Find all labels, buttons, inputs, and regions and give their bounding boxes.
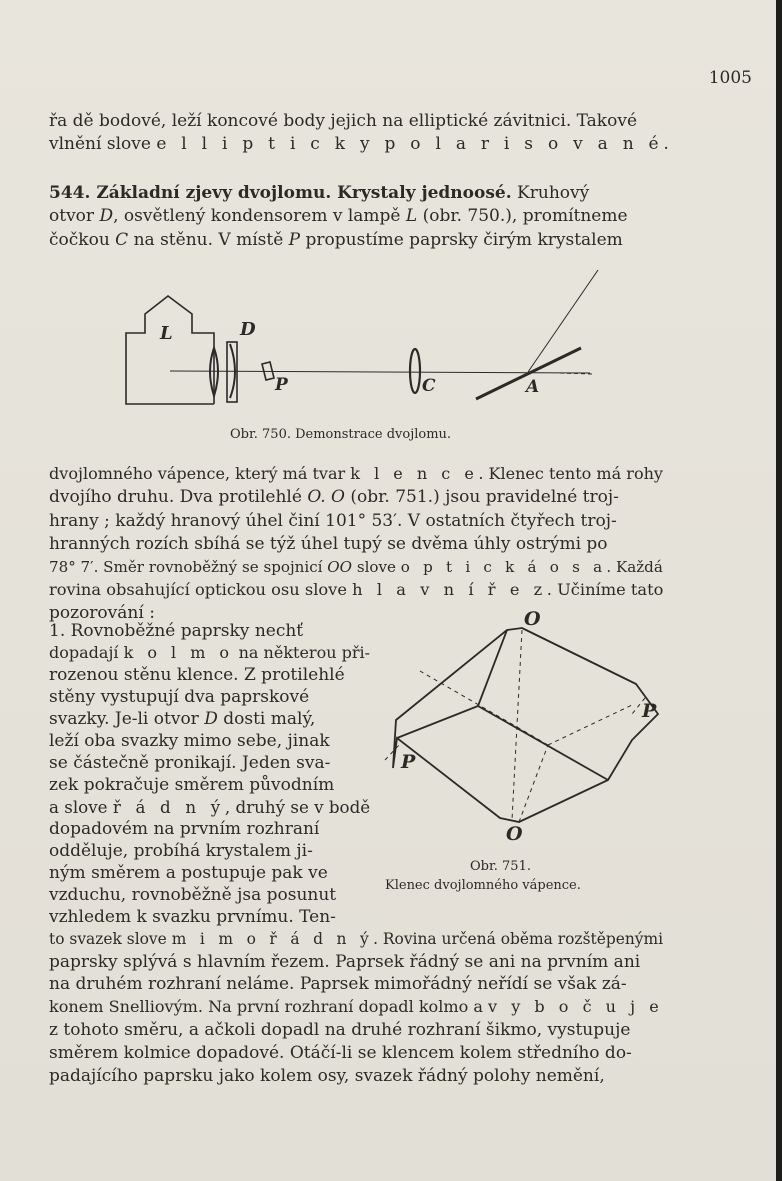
text-run: . [663, 134, 669, 154]
spaced-emphasis: m i m o ř á d n ý [171, 930, 374, 948]
text-run: svazky. Je-li otvor [49, 709, 205, 729]
text-run: rovina obsahující optickou osu slove [49, 580, 353, 599]
text-run: hranných rozích sbíhá se týž úhel tupý se dvěma úhly ostrými po [49, 534, 608, 554]
text-run: rozenou stěnu klence. Z protilehlé [49, 665, 345, 685]
spaced-emphasis: k l e n c e [350, 464, 479, 483]
text-run: dopadovém na prvním rozhraní [49, 819, 320, 839]
text-run: na stěnu. V místě [128, 230, 289, 250]
label-C: C [422, 376, 436, 396]
text-run: vzhledem k svazku prvnímu. Ten- [49, 907, 336, 927]
text-run: , osvětlený kondensorem v lampě [113, 206, 406, 226]
label-D: D [240, 319, 256, 340]
text-run: na druhém rozhraní neláme. Paprsek mimořádný neřídí se však zá- [49, 974, 627, 994]
text-run: dosti malý, [217, 709, 316, 729]
text-run: , druhý se v bodě [224, 797, 371, 817]
text-run: slove [352, 558, 401, 576]
text-run: vlnění slove [49, 134, 157, 154]
text-run: leží oba svazky mimo sebe, jinak [49, 731, 330, 751]
text-run: odděluje, probíhá krystalem ji- [49, 841, 313, 861]
text-run: ným směrem a postupuje pak ve [49, 863, 328, 883]
figure-751-caption-text: Klenec dvojlomného vápence. [385, 878, 581, 893]
text-run: to svazek slove [49, 930, 172, 948]
bold-run: 544. Základní zjevy dvojlomu. Krystaly jednoosé. [49, 183, 512, 203]
text-run: dvojího druhu. Dva protilehlé [49, 487, 308, 507]
italic-run: D [99, 206, 114, 226]
text-run: stěny vystupují dva paprskové [49, 687, 310, 707]
text-run: vzduchu, rovnoběžně jsa posunut [49, 885, 337, 905]
italic-run: L [405, 206, 418, 226]
text-run: propustíme paprsky čirým krystalem [300, 230, 623, 250]
italic-run: C [115, 230, 129, 250]
text-run: 1. Rovnoběžné paprsky nechť [49, 621, 304, 641]
text-run: čočkou [49, 230, 116, 250]
label-O-bottom: O [506, 823, 523, 845]
spaced-emphasis: h l a v n í ř e z [352, 580, 547, 599]
spaced-emphasis: ř á d n ý [112, 797, 225, 817]
text-run: otvor [49, 206, 100, 226]
page-number: 1005 [708, 68, 752, 88]
italic-run: OO [327, 558, 353, 576]
label-A: A [526, 377, 540, 397]
label-L: L [160, 323, 173, 344]
text-run: 78° 7′. Směr rovnoběžný se spojnicí [49, 558, 328, 576]
text-run: konem Snelliovým. Na první rozhraní dopadl kolmo a [49, 997, 489, 1016]
spaced-emphasis: v y b o č u j e [488, 997, 664, 1016]
figure-750-caption: Obr. 750. Demonstrace dvojlomu. [230, 427, 452, 442]
text-run: . Učiníme tato [546, 580, 664, 599]
text-run: dvojlomného vápence, který má tvar [49, 464, 351, 483]
label-P: P [275, 375, 288, 395]
label-O-top: O [524, 608, 541, 630]
figure-751-caption-number: Obr. 751. [470, 859, 531, 874]
italic-run: D [204, 709, 218, 729]
outline [393, 628, 658, 822]
spaced-emphasis: o p t i c k á o s a [400, 558, 607, 576]
text-run: . Rovina určená oběma rozštěpenými [373, 930, 664, 948]
text-run: . Každá [606, 558, 663, 576]
text-run: a slove [49, 797, 113, 817]
text-run: (obr. 750.), promítneme [417, 206, 628, 226]
text-run: . Klenec tento má rohy [478, 464, 663, 483]
text-run: směrem kolmice dopadové. Otáčí-li se klencem kolem středního do- [49, 1043, 632, 1063]
text-run: (obr. 751.) jsou pravidelné troj- [345, 487, 619, 507]
spaced-emphasis: k o l m o [123, 643, 234, 662]
text-run: pozorování : [49, 603, 155, 623]
italic-run: O. O [307, 487, 345, 507]
spaced-emphasis: e l l i p t i c k y p o l a r i s o v a n é [156, 134, 664, 154]
text-run: Kruhový [511, 183, 590, 203]
text-run: se částečně pronikají. Jeden sva- [49, 753, 331, 773]
text-run: padajícího paprsku jako kolem osy, svazek řádný polohy nemění, [49, 1066, 605, 1086]
text-run: z tohoto směru, a ačkoli dopadl na druhé rozhraní šikmo, vystupuje [49, 1020, 631, 1040]
label-P-left: P [401, 751, 416, 773]
text-run: paprsky splývá s hlavním řezem. Paprsek řádný se ani na prvním ani [49, 952, 641, 972]
text-run: zek pokračuje směrem původním [49, 775, 335, 795]
italic-run: P [288, 230, 301, 250]
text-run: hrany ; každý hranový úhel činí 101° 53′. V ostatních čtyřech troj- [49, 511, 617, 531]
text-run: řa dě bodové, leží koncové body jejich na elliptické závitnici. Takové [49, 111, 638, 131]
text-run: dopadají [49, 643, 124, 662]
label-P-right: P [642, 700, 657, 722]
text-run: na některou při- [233, 643, 370, 662]
